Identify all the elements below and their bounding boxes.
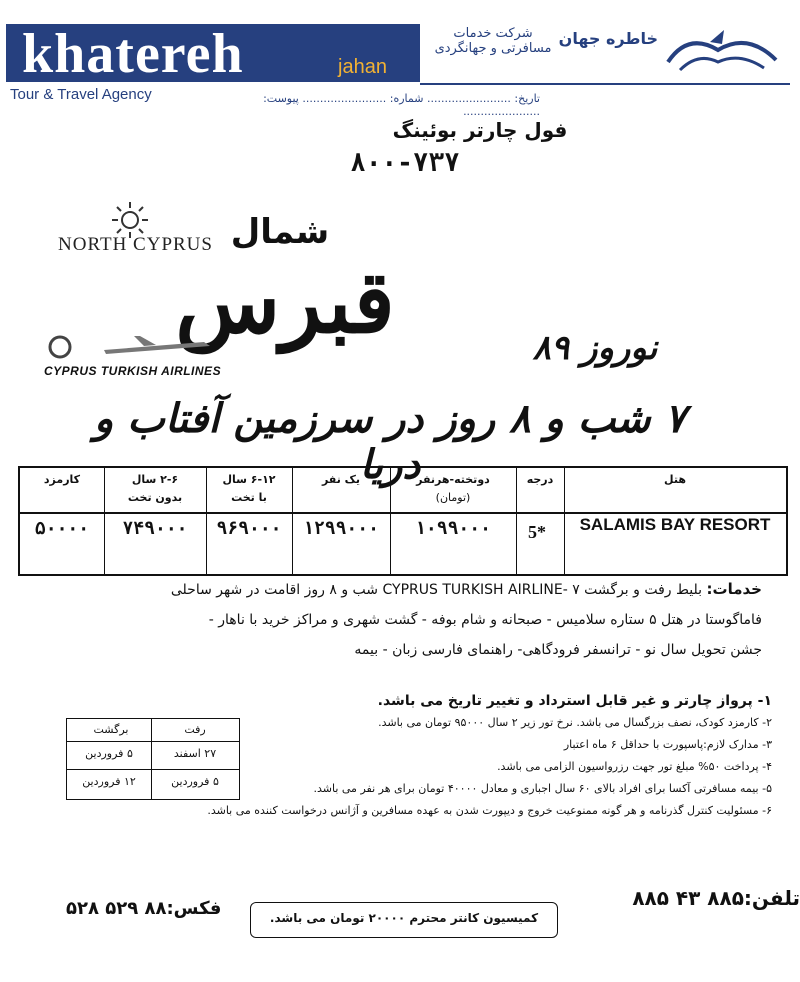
return-label: برگشت	[93, 723, 129, 736]
price-commission: ۵۰۰۰۰	[34, 518, 90, 539]
logo-text-fa: خاطره جهان	[558, 29, 658, 48]
price-double: ۱۰۹۹۰۰۰	[415, 518, 491, 539]
tagline: Tour & Travel Agency	[10, 86, 152, 103]
header-grade: درجه	[526, 473, 554, 486]
condition-item: ۱- پرواز چارتر و غیر قابل استرداد و تغییر تاریخ می باشد.	[377, 693, 772, 709]
header-child-6-12: ۶-۱۲ سال	[222, 473, 276, 486]
services-line-1	[40, 574, 762, 605]
condition-item: ۳- مدارک لازم:پاسپورت با حداقل ۶ ماه اعتبار	[563, 738, 772, 751]
price-child-2-6: ۷۴۹۰۰۰	[122, 518, 188, 539]
condition-item: ۶- مسئولیت کنترل گذرنامه و هر گونه ممنوعیت خروج و دیپورت شدن به عهده مسافرین و آژانس درخواست کننده می باشد.	[207, 804, 772, 817]
condition-item: ۴- پرداخت ۵۰% مبلغ تور جهت رزرواسیون الزامی می باشد.	[497, 760, 772, 773]
services-text-3: جشن تحویل سال نو - ترانسفر فرودگاهی- راهنمای فارسی زبان - بیمه	[354, 642, 762, 658]
header-single: یک نفر	[321, 473, 361, 486]
reference-line: تاریخ: ........................ شماره: ........................ پیوست: ......................	[263, 92, 540, 118]
depart-date: ۵ فروردین	[171, 775, 219, 788]
nowruz-title: نوروز ۸۹	[532, 328, 658, 368]
header-double: دوتخته-هرنفر	[416, 473, 490, 486]
header-child-6-12-note: با تخت	[231, 491, 267, 504]
company-name-fa: شرکت خدمات مسافرتی و جهانگردی	[434, 26, 552, 56]
header-child-2-6-note: بدون تخت	[127, 491, 183, 504]
dates-divider	[67, 769, 239, 770]
duration-title: ۷ شب و ۸ روز در سرزمین آفتاب و دریا	[94, 396, 686, 488]
charter-title: فول چارتر بوئینگ	[392, 118, 568, 142]
header-child-2-6: ۲-۶ سال	[131, 473, 179, 486]
header-commission: کارمزد	[43, 473, 81, 486]
phone-number: تلفن:۸۸۵ ۴۳ ۸۸۵	[632, 886, 800, 910]
price-single: ۱۲۹۹۰۰۰	[303, 518, 379, 539]
hotel-name: SALAMIS BAY RESORT	[579, 515, 771, 534]
fax-number: فکس:۸۸ ۵۲۹ ۵۲۸	[66, 898, 222, 919]
dates-table	[66, 718, 240, 800]
brand-name: khatereh	[22, 23, 244, 85]
price-child-6-12: ۹۶۹۰۰۰	[216, 518, 282, 539]
return-date: ۵ فروردین	[85, 747, 133, 760]
services-text-1: بلیط رفت و برگشت CYPRUS TURKISH AIRLINE- ۷ شب و ۸ روز اقامت در شهر ساحلی	[170, 582, 703, 598]
airline-name: CYPRUS TURKISH AIRLINES	[44, 364, 222, 378]
hotel-grade: 5*	[528, 522, 546, 542]
destination-title: قبرس	[175, 252, 395, 353]
commission-note: کمیسیون کانتر محترم ۲۰۰۰۰ تومان می باشد.	[269, 911, 539, 925]
services-section	[40, 574, 762, 665]
destination-prefix: شمال	[230, 212, 330, 252]
dates-divider	[67, 741, 239, 742]
depart-date: ۲۷ اسفند	[173, 747, 217, 760]
airline-logo-icon	[44, 332, 224, 366]
commission-scroll	[250, 902, 558, 938]
return-date: ۱۲ فروردین	[82, 775, 136, 788]
brand-sub: jahan	[338, 56, 387, 78]
charter-number: ۸۰۰-۷۳۷	[350, 148, 460, 178]
services-label: خدمات:	[706, 580, 762, 598]
header-hotel: هتل	[664, 473, 686, 486]
condition-item: ۲- کارمزد کودک، نصف بزرگسال می باشد. نرخ تور زیر ۲ سال ۹۵۰۰۰ تومان می باشد.	[378, 716, 772, 729]
depart-label: رفت	[184, 723, 206, 736]
bird-logo-icon	[558, 22, 784, 88]
price-table	[18, 466, 788, 576]
condition-item: ۵- بیمه مسافرتی آکسا برای افراد بالای ۶۰ سال اجباری و معادل ۴۰۰۰۰ تومان برای هر نفر می باشد.	[313, 782, 772, 795]
header-double-unit: (تومان)	[435, 491, 471, 504]
services-text-2: فاماگوستا در هتل ۵ ستاره سلامیس - صبحانه و شام بوفه - گشت شهری و مراکز خرید با ناهار -	[208, 612, 762, 628]
north-cyprus-logo: NORTH CYPRUS	[58, 234, 213, 255]
